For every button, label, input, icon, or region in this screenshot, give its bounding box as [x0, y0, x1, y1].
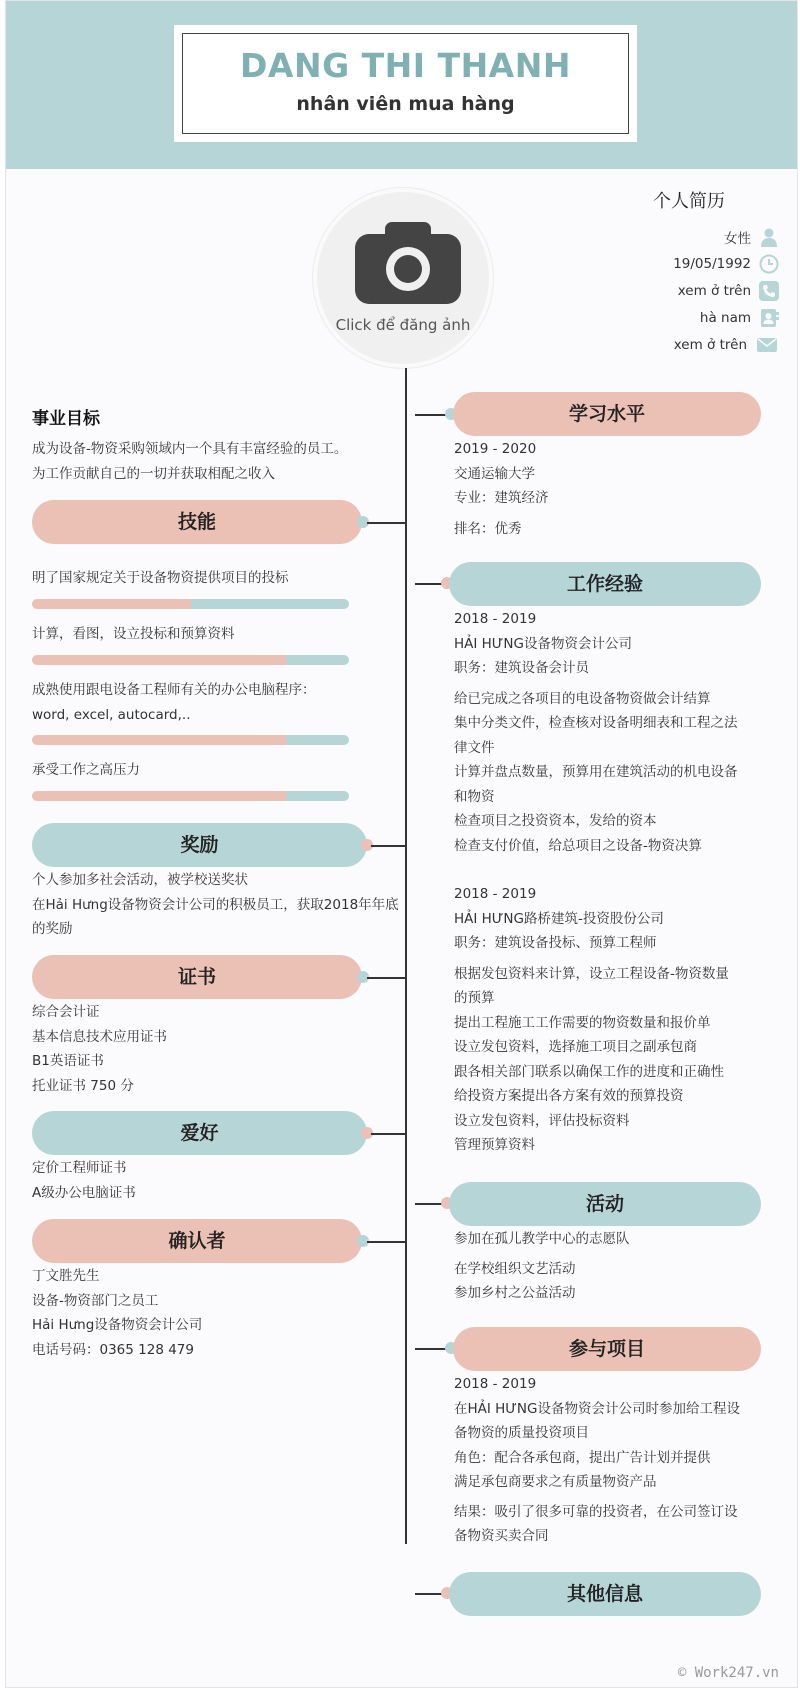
hobbies-heading[interactable]: 爱好 — [32, 1111, 367, 1155]
skill-label[interactable]: 承受工作之高压力 — [32, 762, 140, 778]
other-info-heading[interactable]: 其他信息 — [449, 1572, 761, 1616]
awards-text[interactable]: 个人参加多社会活动，被学校送奖状 在Hải Hưng设备物资会计公司的积极员工，获取2018年年底 的奖励 — [32, 872, 399, 937]
skill-bar-fill — [32, 735, 286, 745]
education-heading[interactable]: 学习水平 — [453, 392, 761, 436]
job-title[interactable]: nhân viên mua hàng — [296, 93, 515, 115]
activities-text[interactable]: 参加在孤儿教学中心的志愿队 在学校组织文艺活动 参加乡村之公益活动 — [454, 1231, 630, 1301]
awards-heading[interactable]: 奖励 — [32, 823, 367, 867]
header-band — [6, 1, 797, 169]
name-box — [174, 25, 637, 142]
references-heading[interactable]: 确认者 — [32, 1219, 362, 1263]
avatar-upload[interactable] — [313, 188, 493, 368]
timeline-line — [405, 368, 407, 1544]
projects-text[interactable]: 2018 - 2019 在HẢI HƯNG设备物资会计公司时参加给工程设 备物资的质量投资项目 角色：配合各承包商，提出广告计划并提供 满足承包商要求之有质量物资产品 结果：吸引了很多可靠的投资者，在公司签订设 备物资买卖合同 — [454, 1376, 740, 1544]
skill-bar-fill — [32, 655, 286, 665]
personal-info — [519, 187, 779, 358]
phone-icon — [759, 281, 779, 301]
skill-label[interactable]: 明了国家规定关于设备物资提供项目的投标 — [32, 570, 289, 586]
hobbies-text[interactable]: 定价工程师证书 A级办公电脑证书 — [32, 1160, 136, 1201]
skill-bar — [32, 735, 349, 745]
skill-bar — [32, 791, 349, 801]
skill-bar-fill — [32, 791, 286, 801]
personal-phone[interactable]: xem ở trên — [519, 277, 779, 304]
candidate-name[interactable]: DANG THI THANH — [240, 46, 571, 85]
mail-icon — [755, 335, 779, 355]
personal-birthdate[interactable]: 19/05/1992 — [519, 250, 779, 277]
skill-bar — [32, 655, 349, 665]
activities-heading[interactable]: 活动 — [449, 1182, 761, 1226]
certificates-text[interactable]: 综合会计证 基本信息技术应用证书 B1英语证书 托业证书 750 分 — [32, 1004, 167, 1094]
personal-gender[interactable]: 女性 — [519, 223, 779, 250]
avatar-upload-label: Click để đăng ảnh — [335, 316, 471, 334]
personal-email[interactable]: xem ở trên — [519, 331, 779, 358]
objective-title[interactable]: 事业目标 — [32, 409, 100, 429]
education-text[interactable]: 2019 - 2020 交通运输大学 专业：建筑经济 排名：优秀 — [454, 441, 549, 537]
watermark: © Work247.vn — [677, 1665, 779, 1681]
objective-text[interactable]: 成为设备-物资采购领域内一个具有丰富经验的员工。 为工作贡献自己的一切并获取相配之收入 — [32, 441, 348, 482]
clock-icon — [759, 254, 779, 274]
skills-heading[interactable]: 技能 — [32, 500, 362, 544]
user-icon — [759, 227, 779, 247]
skill-bar-fill — [32, 599, 191, 609]
personal-info-title[interactable]: 个人简历 — [653, 191, 725, 212]
references-text[interactable]: 丁文胜先生 设备-物资部门之员工 Hải Hưng设备物资会计公司 电话号码：0365 128 479 — [32, 1268, 203, 1358]
skill-label[interactable]: 成熟使用跟电设备工程师有关的办公电脑程序： word, excel, autocard,.. — [32, 682, 316, 723]
certificates-heading[interactable]: 证书 — [32, 955, 362, 999]
skill-bar — [32, 599, 349, 609]
contact-card-icon — [759, 308, 779, 328]
resume-page — [5, 0, 798, 1688]
experience-job-2[interactable]: 2018 - 2019 HẢI HƯNG路桥建筑-投资股份公司 职务：建筑设备投标、预算工程师 根据发包资料来计算，设立工程设备-物资数量 的预算 提出工程施工工作需要的物资数量和报价单 设立发包资料，选择施工项目之副承包商 跟各相关部门联系以确保工作的进度和正确性 给投资方案提出各方案有效的预算投资 设立发包资料，评估投标资料 管理预算资料 — [454, 886, 729, 1153]
experience-heading[interactable]: 工作经验 — [449, 562, 761, 606]
experience-job-1[interactable]: 2018 - 2019 HẢI HƯNG设备物资会计公司 职务：建筑设备会计员 给已完成之各项目的电设备物资做会计结算 集中分类文件，检查核对设备明细表和工程之法 律文件 计算并盘点数量，预算用在建筑活动的机电设备 和物资 检查项目之投资资本，发给的资本 检查支付价值，给总项目之设备-物资决算 — [454, 611, 738, 854]
personal-address[interactable]: hà nam — [519, 304, 779, 331]
skill-label[interactable]: 计算，看图，设立投标和预算资料 — [32, 626, 235, 642]
projects-heading[interactable]: 参与项目 — [453, 1327, 761, 1371]
camera-icon — [355, 220, 461, 304]
